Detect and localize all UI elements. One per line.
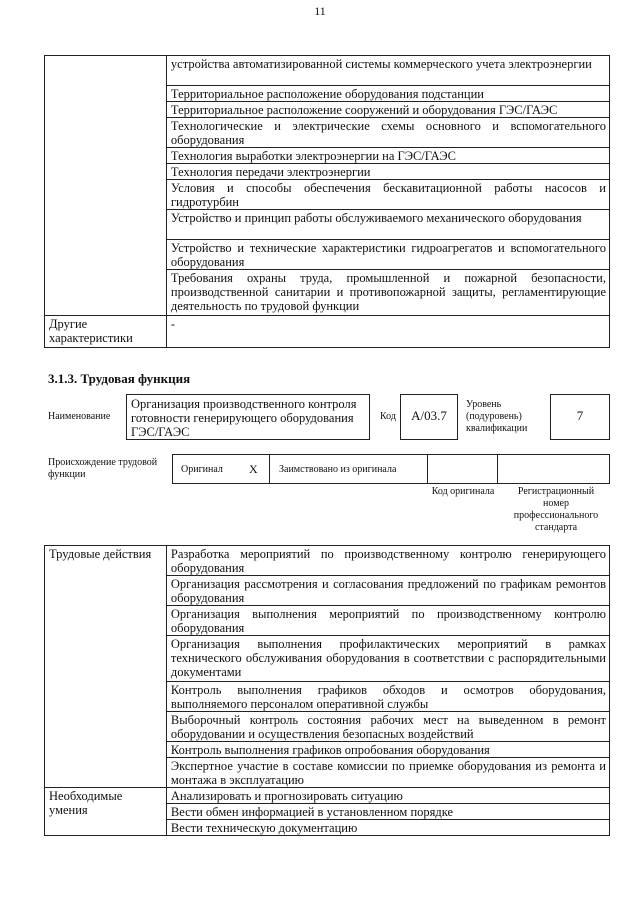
level-label: Уровень (подуровень) квалификации [466,399,528,434]
table-row: Устройство и технические характеристики гидроагрегатов и вспомогательного оборудования [166,240,609,270]
table-row: Технология передачи электроэнергии [166,164,609,180]
table-row: Организация выполнения профилактических мероприятий в рамках технического обслуживания оборудования в соответствии с распорядительными документами [166,636,609,682]
code-value: А/03.7 [400,394,458,440]
table-row: Контроль выполнения графиков обходов и осмотров оборудования, выполняемого персоналом оперативной службы [166,682,609,712]
actions-table [44,545,610,836]
table-row: Требования охраны труда, промышленной и пожарной безопасности, производственной санитарии и противопожарной защиты, регламентирующие деятельность по трудовой функции [166,270,609,316]
table-row: Территориальное расположение оборудования подстанции [166,86,609,102]
section-title: 3.1.3. Трудовая функция [48,371,191,386]
registration-caption: Регистрационный номер профессионального стандарта [513,486,599,533]
table-row: Территориальное расположение сооружений и оборудования ГЭС/ГАЭС [166,102,609,118]
table-row: Вести техническую документацию [166,820,609,836]
divider [269,455,270,483]
table-row: Технологические и электрические схемы основного и вспомогательного оборудования [166,118,609,148]
borrowed-label: Заимствовано из оригинала [279,464,397,475]
level-value: 7 [550,394,610,440]
original-label: Оригинал [181,464,223,475]
origin-box [172,454,610,484]
table-row: Условия и способы обеспечения бескавитационной работы насосов и гидротурбин [166,180,609,210]
table-row: Разработка мероприятий по производственному контролю генерирующего оборудования [166,546,609,576]
name-value: Организация производственного контроля готовности генерирующего оборудования ГЭС/ГАЭС [126,394,370,440]
table-row: Организация рассмотрения и согласования предложений по графикам ремонтов оборудования [166,576,609,606]
table-row: устройства автоматизированной системы коммерческого учета электроэнергии [166,56,609,86]
page-number: 11 [314,4,326,18]
skills-label: Необходимые умения [45,788,167,836]
name-label: Наименование [48,411,111,422]
table-row: Выборочный контроль состояния рабочих мест на выведенном в ремонт оборудовании и осуществления безопасных воздействий [166,712,609,742]
divider [497,455,498,483]
table-row: Технология выработки электроэнергии на ГЭС/ГАЭС [166,148,609,164]
table-row: Организация выполнения мероприятий по производственному контролю оборудования [166,606,609,636]
other-characteristics-label: Другие характеристики [45,316,167,348]
top-table-left-cell [45,56,167,316]
table-row: Вести обмен информацией в установленном порядке [166,804,609,820]
actions-label: Трудовые действия [45,546,167,788]
divider [427,455,428,483]
top-table [44,55,610,348]
original-mark: X [249,462,258,476]
table-row: Экспертное участие в составе комиссии по приемке оборудования из ремонта и монтажа в эксплуатацию [166,758,609,788]
table-row: Контроль выполнения графиков опробования оборудования [166,742,609,758]
origin-label: Происхождение трудовой функции [48,457,158,480]
table-row: Устройство и принцип работы обслуживаемого механического оборудования [166,210,609,240]
code-label: Код [380,411,396,422]
code-caption: Код оригинала [431,486,495,497]
other-characteristics-value: - [166,316,609,348]
table-row: Анализировать и прогнозировать ситуацию [166,788,609,804]
